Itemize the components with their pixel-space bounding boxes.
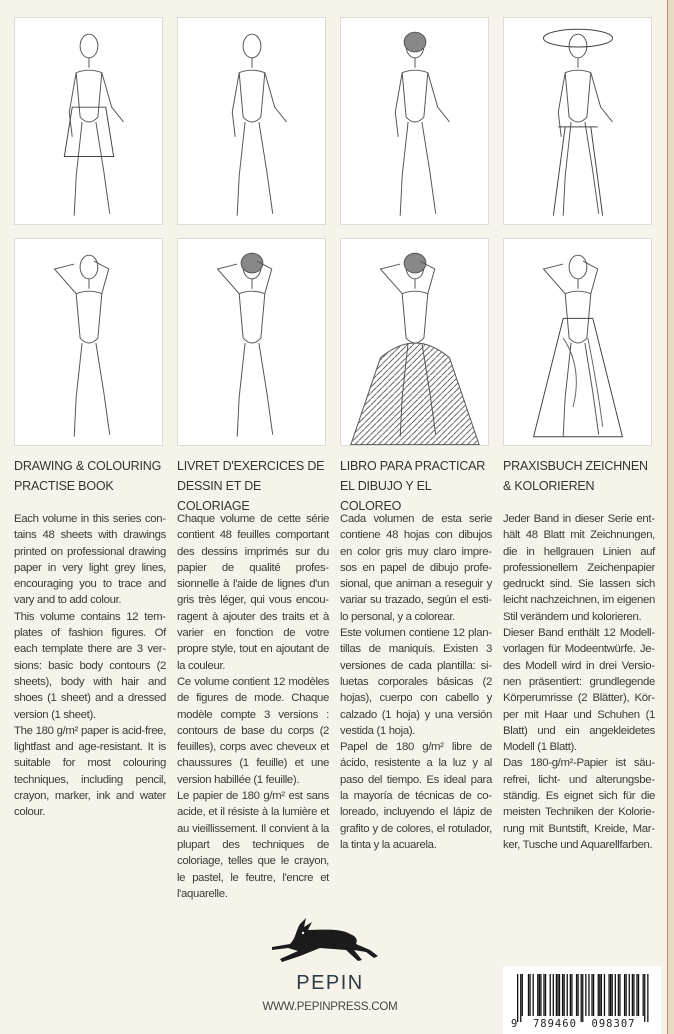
illustration-figure-with-hair-walking bbox=[340, 17, 489, 225]
barcode-bar bbox=[601, 974, 602, 1016]
barcode-bar bbox=[564, 974, 565, 1016]
paragraph: Das 180-g/m²-Papier ist säurefrei, licht- und alterungsbeständig. Es eignet sich für die meisten Techniken der Kolorierung mit Buntstift, Kreide, Marker, Tusche und Aquarellfarben. bbox=[503, 757, 655, 851]
column-french bbox=[177, 456, 329, 902]
illustration-body-contour-back bbox=[14, 238, 163, 446]
barcode-bar bbox=[522, 974, 523, 1016]
barcode-bar bbox=[540, 974, 541, 1016]
barcode-bar bbox=[543, 974, 544, 1016]
barcode-bar bbox=[626, 974, 627, 1016]
barcode-bar bbox=[619, 974, 620, 1016]
barcode-bar bbox=[598, 974, 599, 1016]
barcode-bar bbox=[643, 974, 644, 1016]
publisher-url[interactable]: WWW.PEPINPRESS.COM bbox=[262, 1001, 398, 1013]
barcode bbox=[503, 966, 661, 1034]
illustration-dressed-figure-front bbox=[14, 17, 163, 225]
barcode-bar bbox=[599, 974, 600, 1016]
barcode-bar bbox=[591, 974, 592, 1016]
barcode-bar bbox=[528, 974, 529, 1016]
barcode-bar bbox=[529, 974, 530, 1016]
column-title: DRAWING & COLOURING PRACTISE BOOK bbox=[14, 459, 162, 493]
barcode-bar bbox=[610, 974, 611, 1016]
illustration-figure-hat-flared-trousers bbox=[503, 17, 652, 225]
column-title: LIBRO PARA PRACTICAR EL DIBUJO Y EL COLOREO bbox=[340, 459, 486, 513]
barcode-bar bbox=[577, 974, 578, 1016]
barcode-bar bbox=[588, 974, 589, 1016]
barcode-bar bbox=[550, 974, 551, 1016]
barcode-bar bbox=[633, 974, 634, 1016]
paragraph: This volume contains 12 templates of fashion figures. Of each template there are 3 versions: basic body contours (2 sheets), body with hair and shoes (1 sheet) and a dressed version (1 sheet). bbox=[14, 610, 166, 721]
paragraph: Chaque volume de cette série contient 48 feuilles comportant des dessins imprimés sur du papier de qualité professionnelle à l'aide de lignes d'un gris très léger, qui vous encouragent à ajouter des traits et à varier en fonction de votre propre style, tout en ajoutant de la couleur. bbox=[177, 513, 329, 672]
barcode-bar bbox=[517, 974, 518, 1022]
paragraph: Le papier de 180 g/m² est sans acide, et il résiste à la lumière et au vieillissement. Il convient à la plupart des techniques de coloriage, telles que le crayon, le pastel, le feutre, l'encre et l'aquarelle. bbox=[177, 790, 329, 900]
paragraph: Jeder Band in dieser Serie enthält 48 Blatt mit Zeichnungen, die in hellgrauen Linien auf professionellem Zeichenpapier gedruckt sind. Sie lassen sich leicht nachzeichnen, im eigenen Stil verändern und kolorieren. bbox=[503, 513, 655, 623]
barcode-bar bbox=[533, 974, 534, 1016]
publisher-name: PEPIN bbox=[296, 972, 364, 994]
barcode-bar bbox=[608, 974, 609, 1016]
barcode-bar bbox=[562, 974, 563, 1016]
barcode-bar bbox=[559, 974, 560, 1016]
isbn-number: 9 789460 098307 bbox=[511, 1018, 636, 1030]
paragraph: Este volumen contiene 12 plantillas de maniquís. Existen 3 versiones de cada plantilla: siluetas corporales básicas (2 hojas), cuerpo con cabello y calzado (1 hoja) y una versión vestida (1 hoja). bbox=[340, 627, 492, 737]
barcode-bar bbox=[567, 974, 568, 1016]
barcode-bar bbox=[556, 974, 557, 1016]
barcode-bar bbox=[570, 974, 571, 1016]
barcode-bar bbox=[636, 974, 637, 1016]
barcode-bar bbox=[576, 974, 577, 1016]
illustration-draped-gown-front bbox=[503, 238, 652, 446]
column-english bbox=[14, 456, 166, 821]
barcode-bar bbox=[624, 974, 625, 1016]
barcode-bar bbox=[647, 974, 648, 1022]
barcode-bar bbox=[539, 974, 540, 1016]
barcode-bar bbox=[581, 974, 582, 1022]
barcode-bar bbox=[632, 974, 633, 1016]
barcode-bar bbox=[585, 974, 586, 1016]
paragraph: Each volume in this series contains 48 sheets with drawings printed on professional drawing paper in very light grey lines, encouraging you to trace and vary and to add colour. bbox=[14, 513, 166, 607]
column-spanish bbox=[340, 456, 492, 853]
barcode-bar bbox=[644, 974, 645, 1022]
barcode-bar bbox=[582, 974, 583, 1022]
barcode-bar bbox=[557, 974, 558, 1016]
barcode-bar bbox=[618, 974, 619, 1016]
barcode-bar bbox=[520, 974, 521, 1022]
barcode-bar bbox=[629, 974, 630, 1016]
barcode-bar bbox=[571, 974, 572, 1016]
paragraph: Cada volumen de esta serie contiene 48 hojas con dibujos en color gris muy claro impresos en papel de dibujo profesional, que animan a reseguir y variar su trazado, según el estilo personal, y a colorear. bbox=[340, 513, 492, 623]
column-german bbox=[503, 456, 655, 853]
barcode-bar bbox=[604, 974, 605, 1016]
column-title: LIVRET D'EXERCICES DE DESSIN ET DE COLORIAGE bbox=[177, 459, 325, 513]
paragraph: Dieser Band enthält 12 Modellvorlagen für Modeentwürfe. Jedes Modell wird in drei Versionen präsentiert: grundlegende Körperumrisse (2 Blätter), Körper mit Haar und Schuhen (1 Blatt) und ein angekleidetes Modell (1 Blatt). bbox=[503, 627, 655, 754]
barcode-bar bbox=[537, 974, 538, 1016]
paragraph: The 180 g/m² paper is acid-free, lightfast and age-resistant. It is suitable for most colouring techniques, including pencil, crayon, marker, ink and water colour. bbox=[14, 724, 166, 819]
illustration-figure-with-hair-back bbox=[177, 238, 326, 446]
barcode-bar bbox=[545, 974, 546, 1016]
column-title: PRAXISBUCH ZEICHNEN & KOLORIEREN bbox=[503, 459, 648, 493]
rabbit-icon bbox=[270, 918, 380, 966]
spine-edge bbox=[667, 0, 674, 1034]
barcode-bar bbox=[593, 974, 594, 1016]
barcode-bars bbox=[511, 974, 653, 1024]
paragraph: Papel de 180 g/m² libre de ácido, resistente a la luz y al paso del tiempo. Es ideal para la mayoría de técnicas de coloreado, incluyendo el lápiz de grafito y de colores, el rotulador, la tinta y la acuarela. bbox=[340, 741, 492, 851]
illustration-body-contour-walking bbox=[177, 17, 326, 225]
illustration-gown-back-feathered bbox=[340, 238, 489, 446]
barcode-bar bbox=[553, 974, 554, 1016]
paragraph: Ce volume contient 12 modèles de figures de mode. Chaque modèle compte 3 versions : contours de base du corps (2 feuilles), corps avec cheveux et chaussures (1 feuille) et une version habillée (1 feuille). bbox=[177, 675, 329, 786]
barcode-bar bbox=[638, 974, 639, 1016]
barcode-bar bbox=[615, 974, 616, 1016]
barcode-bar bbox=[612, 974, 613, 1016]
